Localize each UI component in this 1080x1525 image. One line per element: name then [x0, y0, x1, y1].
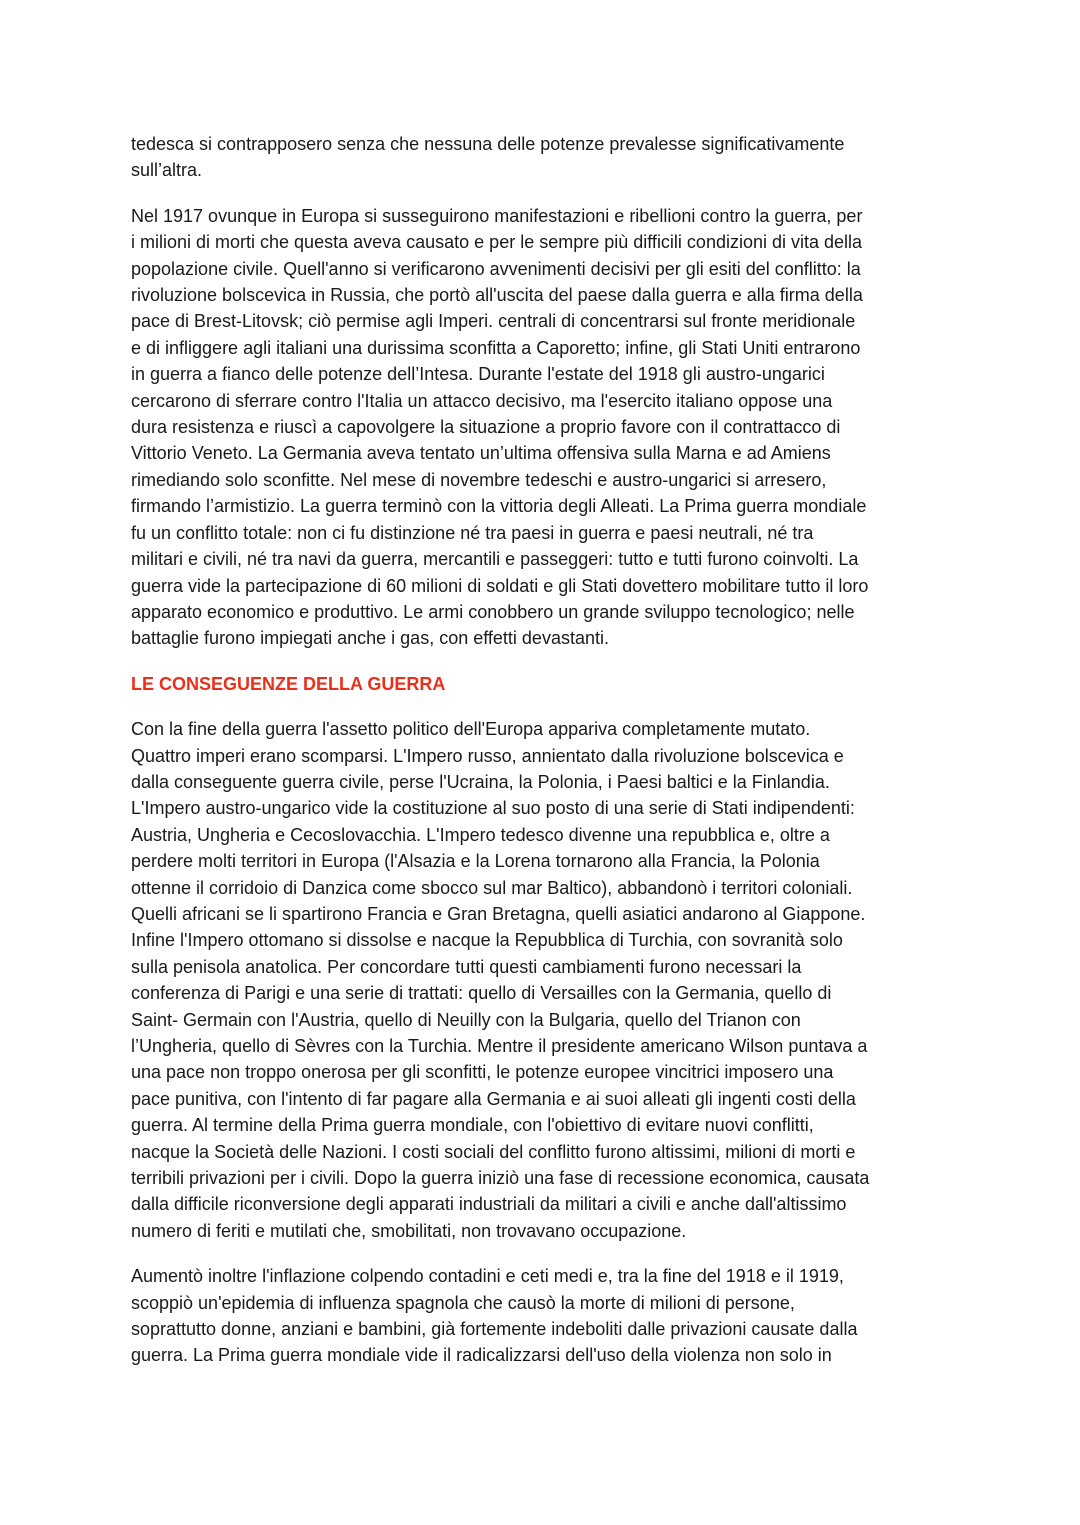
paragraph-war-stalemate: tedesca si contrapposero senza che nessuna delle potenze prevalesse significativamente sull’altra. — [131, 134, 845, 181]
section-heading-consequences: LE CONSEGUENZE DELLA GUERRA — [131, 673, 446, 694]
document-page — [131, 131, 953, 1388]
paragraph-inflation-epidemic: Aumentò inoltre l'inflazione colpendo contadini e ceti medi e, tra la fine del 1918 e il 1919, scoppiò un'epidemia di influenza spagnola che causò la morte di milioni di persone, soprattutto donne, anziani e bambini, già fortemente indeboliti dalle privazioni causate dalla guerra. La Prima guerra mondiale vide il radicalizzarsi dell'uso della violenza non solo in — [131, 1266, 858, 1366]
paragraph-political-changes: Con la fine della guerra l'assetto politico dell'Europa appariva completamente mutato. Quattro imperi erano scomparsi. L'Impero russo, annientato dalla rivoluzione bolscevica e dalla conseguente guerra civile, perse l'Ucraina, la Polonia, i Paesi baltici e la Finlandia. L'Impero austro-ungarico vide la costituzione al suo posto di una serie di Stati indipendenti: Austria, Ungheria e Cecoslovacchia. L'Impero tedesco divenne una repubblica e, oltre a perdere molti territori in Europa (l'Alsazia e la Lorena tornarono alla Francia, la Polonia ottenne il corridoio di Danzica come sbocco sul mar Baltico), abbandonò i territori coloniali. Quelli africani se li spartirono Francia e Gran Bretagna, quelli asiatici andarono al Giappone. Infine l'Impero ottomano si dissolse e nacque la Repubblica di Turchia, con sovranità solo sulla penisola anatolica. Per concordare tutti questi cambiamenti furono necessari la conferenza di Parigi e una serie di trattati: quello di Versailles con la Germania, quello di Saint- Germain con l'Austria, quello di Neuilly con la Bulgaria, quello del Trianon con l’Ungheria, quello di Sèvres con la Turchia. Mentre il presidente americano Wilson puntava a una pace non troppo onerosa per gli sconfitti, le potenze europee vincitrici imposero una pace punitiva, con l'intento di far pagare alla Germania e ai suoi alleati gli ingenti costi della guerra. Al termine della Prima guerra mondiale, con l'obiettivo di evitare nuovi conflitti, nacque la Società delle Nazioni. I costi sociali del conflitto furono altissimi, milioni di morti e terribili privazioni per i civili. Dopo la guerra iniziò una fase di recessione economica, causata dalla difficile riconversione degli apparati industriali da militari a civili e anche dall'altissimo numero di feriti e mutilati che, smobilitati, non trovavano occupazione. — [131, 719, 870, 1241]
paragraph-1917-events: Nel 1917 ovunque in Europa si susseguirono manifestazioni e ribellioni contro la guerra, per i milioni di morti che questa aveva causato e per le sempre più difficili condizioni di vita della popolazione civile. Quell'anno si verificarono avvenimenti decisivi per gli esiti del conflitto: la rivoluzione bolscevica in Russia, che portò all'uscita del paese dalla guerra e alla firma della pace di Brest-Litovsk; ciò permise agli Imperi. centrali di concentrarsi sul fronte meridionale e di infliggere agli italiani una durissima sconfitta a Caporetto; infine, gli Stati Uniti entrarono in guerra a fianco delle potenze dell’Intesa. Durante l'estate del 1918 gli austro-ungarici cercarono di sferrare contro l'Italia un attacco decisivo, ma l'esercito italiano oppose una dura resistenza e riuscì a capovolgere la situazione a proprio favore con il contrattacco di Vittorio Veneto. La Germania aveva tentato un’ultima offensiva sulla Marna e ad Amiens rimediando solo sconfitte. Nel mese di novembre tedeschi e austro-ungarici si arresero, firmando l’armistizio. La guerra terminò con la vittoria degli Alleati. La Prima guerra mondiale fu un conflitto totale: non ci fu distinzione né tra paesi in guerra e paesi neutrali, né tra militari e civili, né tra navi da guerra, mercantili e passeggeri: tutto e tutti furono coinvolti. La guerra vide la partecipazione di 60 milioni di soldati e gli Stati dovettero mobilitare tutto il loro apparato economico e produttivo. Le armi conobbero un grande sviluppo tecnologico; nelle battaglie furono impiegati anche i gas, con effetti devastanti. — [131, 205, 869, 649]
